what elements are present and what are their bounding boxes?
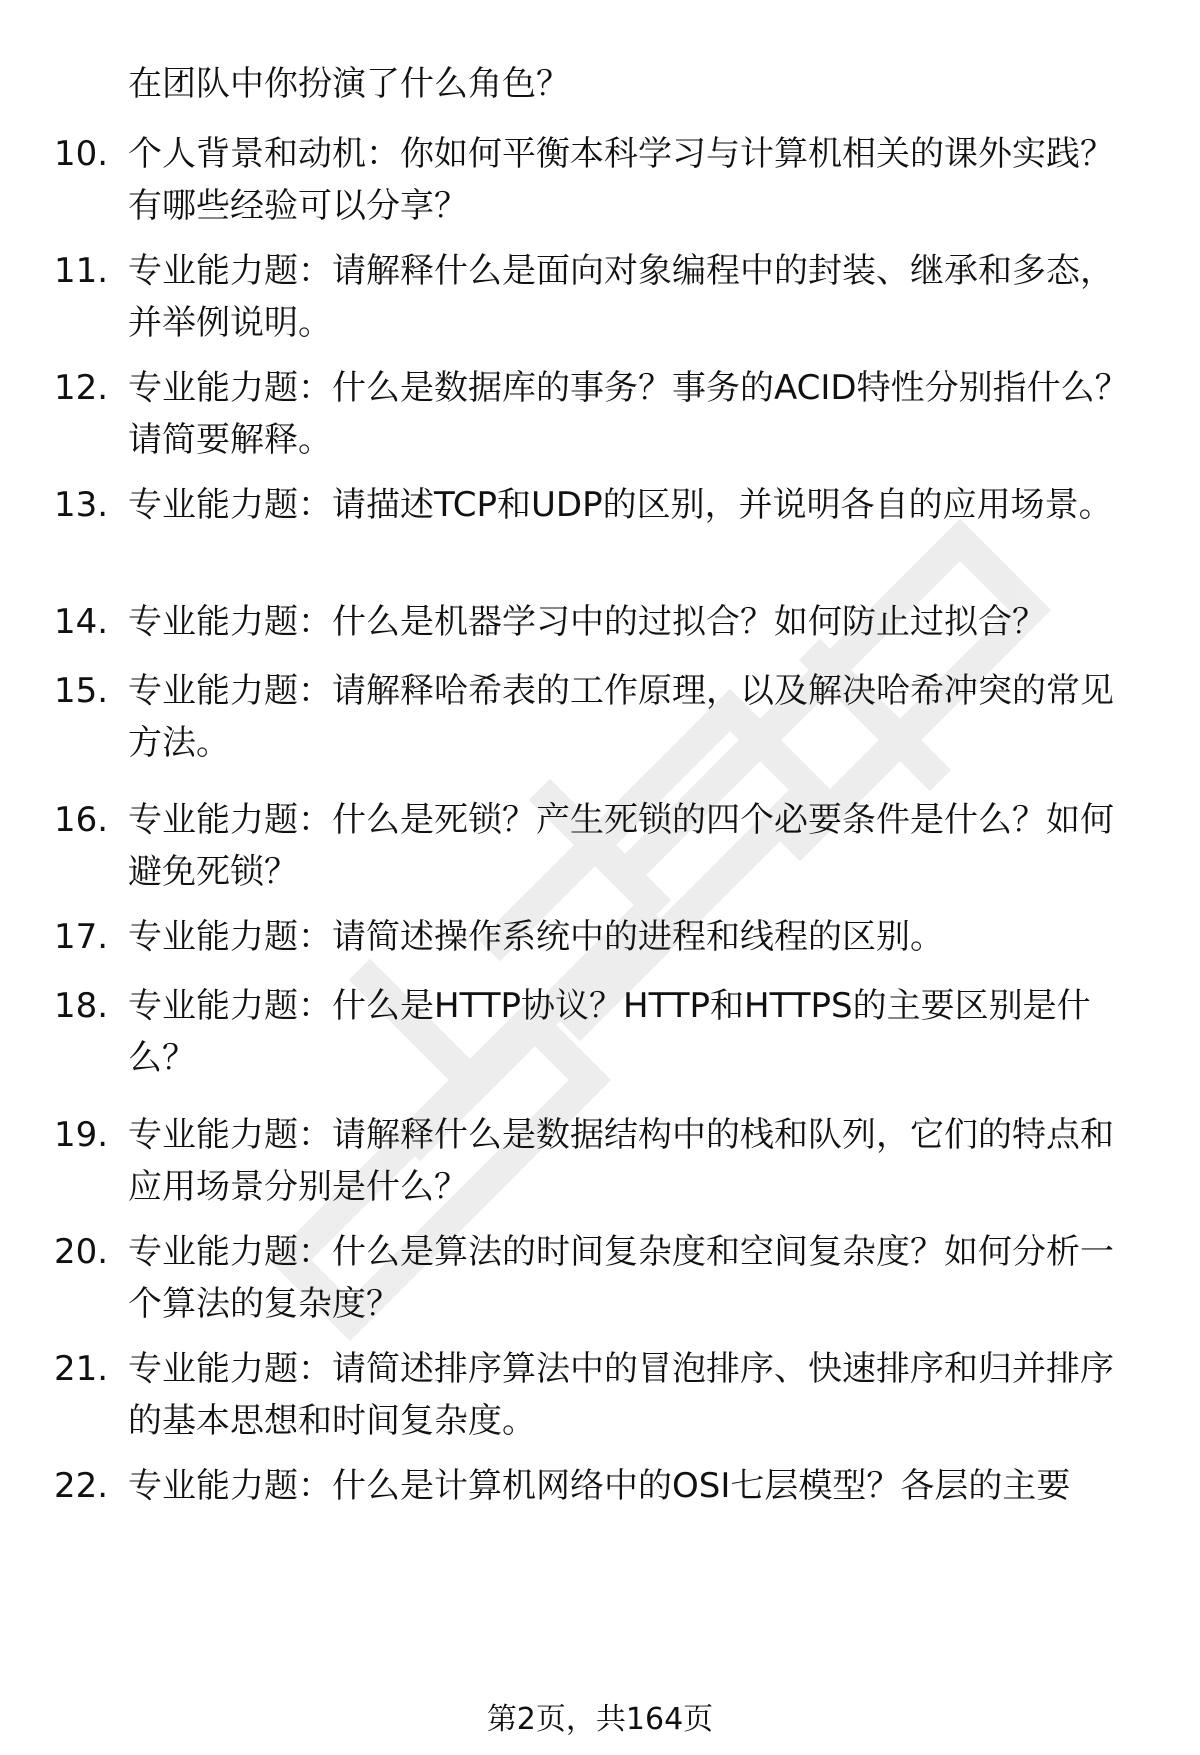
question-text: 专业能力题：请描述TCP和UDP的区别，并说明各自的应用场景。: [128, 485, 1113, 525]
question-text: 专业能力题：请解释哈希表的工作原理，以及解决哈希冲突的常见方法。: [128, 671, 1114, 763]
question-text: 专业能力题：什么是HTTP协议？HTTP和HTTPS的主要区别是什么？: [128, 986, 1091, 1078]
question-text: 专业能力题：什么是数据库的事务？事务的ACID特性分别指什么？请简要解释。: [128, 368, 1129, 460]
question-number: 12.: [54, 368, 109, 408]
question-number: 16.: [54, 800, 109, 840]
question-number: 22.: [54, 1466, 109, 1506]
question-number: 10.: [54, 134, 109, 174]
question-text: 专业能力题：请简述排序算法中的冒泡排序、快速排序和归并排序的基本思想和时间复杂度。: [128, 1349, 1114, 1441]
question-text: 个人背景和动机：你如何平衡本科学习与计算机相关的课外实践？有哪些经验可以分享？: [128, 134, 1114, 226]
question-number: 19.: [54, 1115, 109, 1155]
question-text: 专业能力题：什么是计算机网络中的OSI七层模型？各层的主要: [128, 1466, 1071, 1506]
question-text: 专业能力题：什么是机器学习中的过拟合？如何防止过拟合？: [128, 602, 1046, 642]
question-text: 专业能力题：请简述操作系统中的进程和线程的区别。: [128, 917, 944, 957]
question-text: 专业能力题：请解释什么是数据结构中的栈和队列，它们的特点和应用场景分别是什么？: [128, 1115, 1114, 1207]
question-number: 17.: [54, 917, 109, 957]
question-number: 14.: [54, 602, 109, 642]
question-number: 20.: [54, 1232, 109, 1272]
page-footer: 第2页，共164页: [486, 1702, 714, 1737]
question-number: 15.: [54, 671, 109, 711]
question-text: 专业能力题：什么是死锁？产生死锁的四个必要条件是什么？如何避免死锁？: [128, 800, 1114, 892]
question-number: 18.: [54, 986, 109, 1026]
question-number: 11.: [54, 251, 109, 291]
question-text: 专业能力题：请解释什么是面向对象编程中的封装、继承和多态，并举例说明。: [128, 251, 1114, 343]
question-number: 13.: [54, 485, 109, 525]
question-text: 专业能力题：什么是算法的时间复杂度和空间复杂度？如何分析一个算法的复杂度？: [128, 1232, 1114, 1324]
question-number: 21.: [54, 1349, 109, 1389]
question-9-continuation: 在团队中你扮演了什么角色？: [128, 64, 570, 104]
